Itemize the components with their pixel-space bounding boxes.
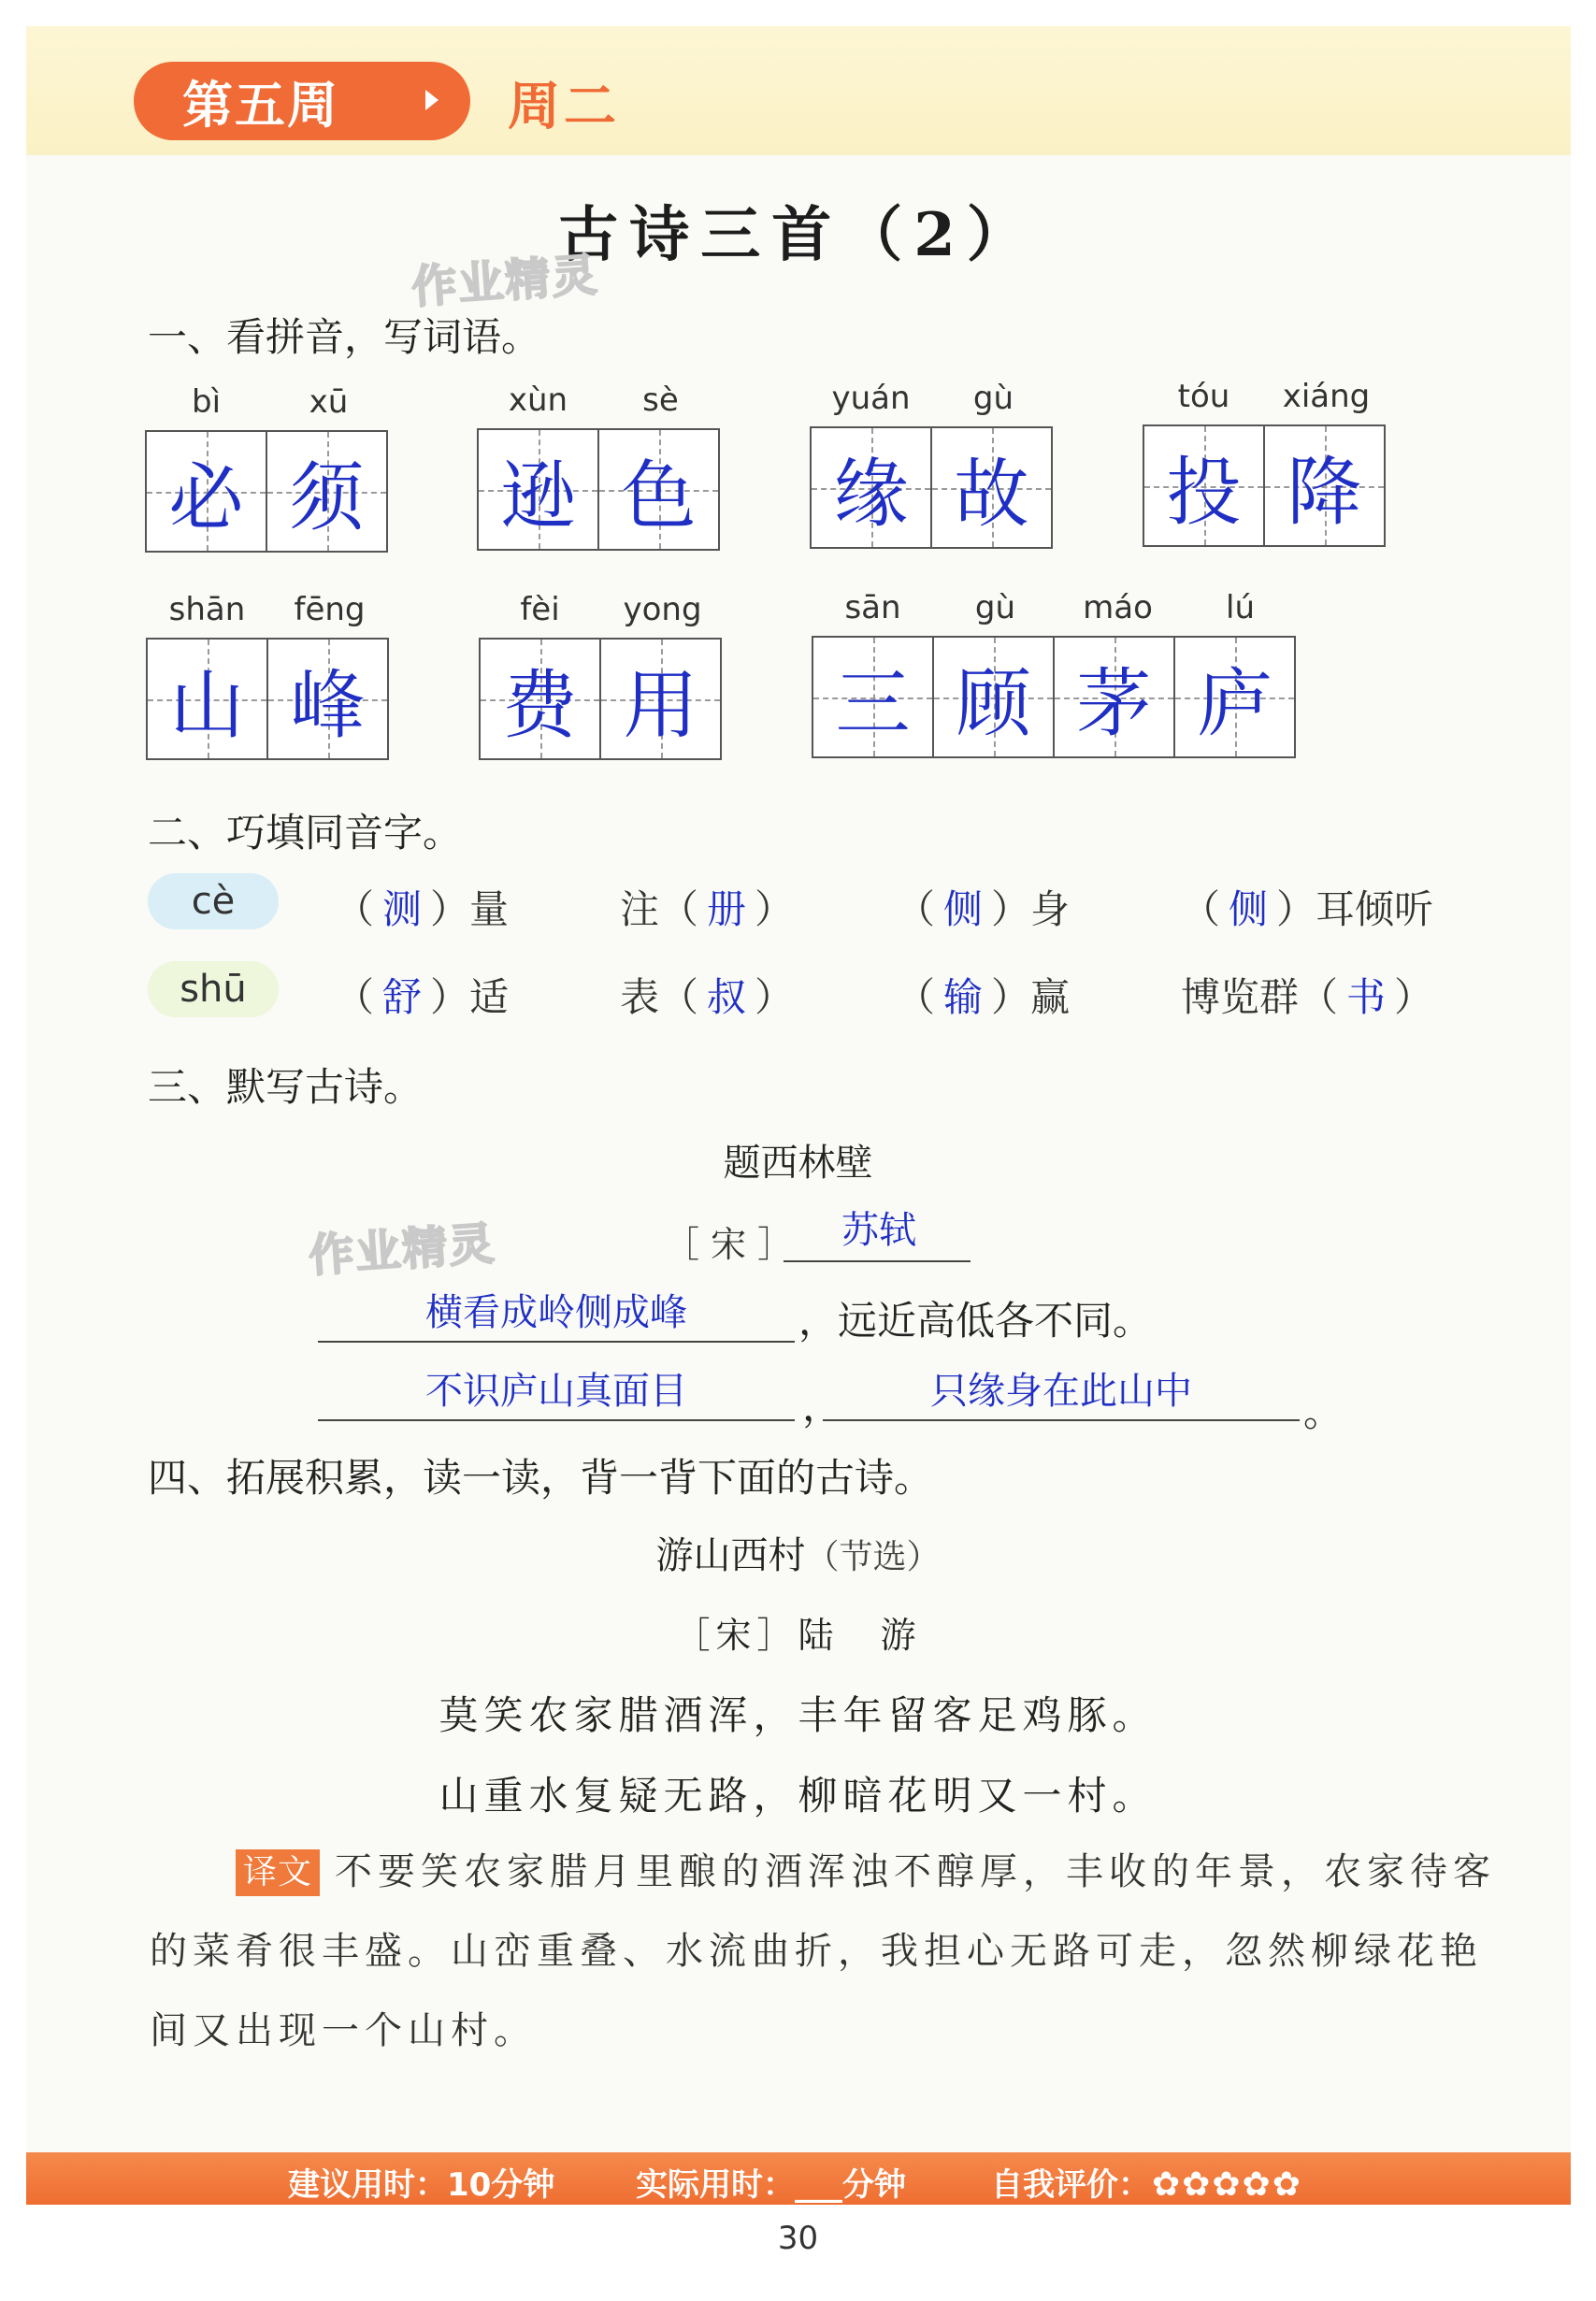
homophone-item bbox=[1181, 967, 1433, 1023]
pinyin-row bbox=[477, 381, 722, 419]
item-prefix: （ bbox=[896, 974, 936, 1020]
line2-comma: ， bbox=[802, 1384, 842, 1430]
tianzige-cell[interactable] bbox=[266, 430, 388, 553]
section-1-heading: 一、看拼音，写词语。 bbox=[148, 314, 541, 360]
tianzige-cell[interactable] bbox=[932, 636, 1055, 758]
written-character: 山 bbox=[169, 662, 245, 749]
pinyin-syllable: yuán bbox=[831, 380, 911, 417]
tianzige-cell[interactable] bbox=[477, 428, 599, 551]
pinyin-syllable: máo bbox=[1083, 589, 1153, 626]
homophone-item bbox=[620, 967, 794, 1023]
flower-star-icon[interactable]: ✿ bbox=[1242, 2165, 1271, 2204]
poem2-title-line bbox=[0, 1526, 1596, 1579]
self-eval-label: 自我评价： bbox=[991, 2166, 1150, 2204]
suggested-time: 建议用时：10分钟 bbox=[288, 2166, 555, 2204]
answer-blank[interactable]: 册 bbox=[707, 886, 747, 932]
line2-period: 。 bbox=[1303, 1389, 1344, 1435]
pinyin-syllable: xiáng bbox=[1282, 378, 1371, 415]
tianzige-cell[interactable] bbox=[145, 430, 267, 553]
watermark-logo: 作业精灵 bbox=[410, 249, 601, 314]
word-group bbox=[479, 591, 724, 760]
homophone-item bbox=[896, 967, 1070, 1023]
pinyin-syllable: sān bbox=[844, 589, 901, 626]
homophone-item bbox=[1181, 879, 1433, 935]
character-grid bbox=[477, 428, 722, 551]
item-suffix: ） bbox=[755, 974, 795, 1020]
written-character: 须 bbox=[289, 454, 365, 541]
week-label: 第五周 bbox=[182, 75, 339, 135]
tianzige-cell[interactable] bbox=[1173, 636, 1296, 758]
pinyin-row bbox=[810, 380, 1055, 417]
written-character: 茅 bbox=[1076, 660, 1152, 747]
answer-blank[interactable]: 叔 bbox=[707, 974, 747, 1020]
tianzige-cell[interactable] bbox=[479, 638, 601, 760]
pinyin-row bbox=[146, 591, 391, 628]
line2-answer-b: 只缘身在此山中 bbox=[930, 1370, 1192, 1413]
pinyin-syllable: bì bbox=[191, 383, 222, 421]
poem2-line-1: 莫笑农家腊酒浑，丰年留客足鸡豚。 bbox=[439, 1692, 1157, 1738]
tianzige-cell[interactable] bbox=[930, 426, 1053, 549]
line2-answer-a: 不识庐山真面目 bbox=[425, 1370, 687, 1413]
item-suffix: ） bbox=[755, 886, 795, 932]
item-suffix: ）赢 bbox=[991, 974, 1071, 1020]
line2-underline-a bbox=[318, 1419, 795, 1421]
written-character: 费 bbox=[502, 662, 578, 749]
written-character: 必 bbox=[168, 454, 244, 541]
word-group bbox=[810, 380, 1055, 549]
answer-blank[interactable]: 测 bbox=[382, 886, 423, 932]
day-label: 周二 bbox=[508, 77, 620, 137]
watermark-logo: 作业精灵 bbox=[307, 1217, 498, 1283]
pinyin-syllable: xū bbox=[309, 383, 349, 421]
author-answer: 苏轼 bbox=[841, 1209, 916, 1252]
poem2-note: （节选） bbox=[805, 1538, 941, 1576]
item-prefix: 表（ bbox=[620, 974, 699, 1020]
character-grid bbox=[479, 638, 724, 760]
item-suffix: ）身 bbox=[991, 886, 1071, 932]
word-group bbox=[146, 591, 391, 760]
written-character: 峰 bbox=[290, 662, 366, 749]
poem2-line-2: 山重水复疑无路，柳暗花明又一村。 bbox=[439, 1773, 1157, 1819]
item-suffix: ）适 bbox=[430, 974, 510, 1020]
pinyin-row bbox=[1143, 378, 1388, 415]
author-underline bbox=[784, 1260, 971, 1262]
homophone-row bbox=[148, 873, 1475, 939]
word-group bbox=[145, 383, 390, 553]
word-group bbox=[812, 589, 1301, 758]
flower-star-icon[interactable]: ✿ bbox=[1212, 2165, 1241, 2204]
tianzige-cell[interactable] bbox=[1053, 636, 1175, 758]
homophone-item bbox=[620, 879, 794, 935]
section-4-heading: 四、拓展积累，读一读，背一背下面的古诗。 bbox=[148, 1455, 934, 1501]
written-character: 用 bbox=[623, 662, 698, 749]
homophone-row bbox=[148, 961, 1475, 1027]
tianzige-cell[interactable] bbox=[599, 638, 722, 760]
character-grid bbox=[145, 430, 390, 553]
answer-blank[interactable]: 侧 bbox=[1229, 886, 1269, 932]
tianzige-cell[interactable] bbox=[1143, 424, 1265, 547]
poem2-author: ［宋］陆 游 bbox=[674, 1615, 922, 1656]
arrow-icon bbox=[425, 90, 439, 110]
dynasty-label: ［ 宋 ］ bbox=[664, 1224, 794, 1265]
answer-blank[interactable]: 输 bbox=[943, 974, 984, 1020]
tianzige-cell[interactable] bbox=[812, 636, 934, 758]
tianzige-cell[interactable] bbox=[266, 638, 389, 760]
poem2-title: 游山西村 bbox=[655, 1534, 806, 1577]
item-prefix: （ bbox=[896, 886, 936, 932]
written-character: 色 bbox=[621, 453, 697, 539]
item-suffix: ） bbox=[1394, 974, 1434, 1020]
homophone-item bbox=[335, 879, 509, 935]
answer-blank[interactable]: 书 bbox=[1346, 974, 1387, 1020]
pinyin-syllable: shān bbox=[168, 591, 246, 628]
written-character: 投 bbox=[1166, 449, 1242, 536]
pinyin-syllable: fèi bbox=[520, 591, 560, 628]
homophone-item bbox=[335, 967, 509, 1023]
tianzige-cell[interactable] bbox=[1263, 424, 1386, 547]
written-character: 故 bbox=[954, 451, 1029, 538]
word-group bbox=[477, 381, 722, 551]
page-number: 30 bbox=[777, 2220, 819, 2257]
pinyin-row bbox=[479, 591, 724, 628]
pinyin-syllable: lú bbox=[1226, 589, 1255, 626]
item-suffix: ）耳倾听 bbox=[1276, 886, 1434, 932]
written-character: 逊 bbox=[500, 453, 576, 539]
pinyin-syllable: xùn bbox=[508, 381, 568, 419]
item-prefix: （ bbox=[1181, 886, 1221, 932]
rating-stars[interactable] bbox=[1150, 2166, 1301, 2204]
item-prefix: （ bbox=[335, 886, 375, 932]
flower-star-icon[interactable]: ✿ bbox=[1182, 2165, 1211, 2204]
week-pill bbox=[134, 62, 470, 140]
pinyin-syllable: yong bbox=[623, 591, 702, 628]
character-grid bbox=[146, 638, 391, 760]
written-character: 三 bbox=[835, 660, 911, 747]
tianzige-cell[interactable] bbox=[597, 428, 720, 551]
written-character: 顾 bbox=[956, 660, 1031, 747]
line1-answer: 横看成岭侧成峰 bbox=[425, 1291, 687, 1334]
character-grid bbox=[812, 636, 1301, 758]
tianzige-cell[interactable] bbox=[810, 426, 932, 549]
pinyin-syllable: gù bbox=[972, 380, 1014, 417]
section-3-heading: 三、默写古诗。 bbox=[148, 1064, 424, 1110]
answer-blank[interactable]: 侧 bbox=[943, 886, 984, 932]
pinyin-tag: cè bbox=[148, 873, 279, 929]
translation-tag: 译文 bbox=[236, 1849, 320, 1896]
line2-underline-b bbox=[823, 1419, 1300, 1421]
word-group bbox=[1143, 378, 1388, 547]
tianzige-cell[interactable] bbox=[146, 638, 268, 760]
written-character: 降 bbox=[1287, 449, 1362, 536]
flower-star-icon[interactable]: ✿ bbox=[1152, 2165, 1181, 2204]
item-prefix: 注（ bbox=[620, 886, 699, 932]
answer-blank[interactable]: 舒 bbox=[382, 974, 423, 1020]
self-eval bbox=[991, 2159, 1301, 2205]
item-prefix: （ bbox=[335, 974, 375, 1020]
character-grid bbox=[810, 426, 1055, 549]
translation-text: 不要笑农家腊月里酿的酒浑浊不醇厚，丰收的年景，农家待客的菜肴很丰盛。山峦重叠、水流曲折，我担心无路可走，忽然柳绿花艳间又出现一个山村。 bbox=[150, 1850, 1496, 2052]
pinyin-syllable: sè bbox=[642, 381, 679, 419]
line1-rest: ，远近高低各不同。 bbox=[798, 1298, 1153, 1344]
pinyin-row bbox=[812, 589, 1301, 626]
page-title: 古诗三首（2） bbox=[558, 200, 1038, 270]
written-character: 缘 bbox=[833, 451, 909, 538]
actual-time: 实际用时：___分钟 bbox=[636, 2166, 906, 2204]
pinyin-syllable: tóu bbox=[1177, 378, 1230, 415]
written-character: 庐 bbox=[1197, 660, 1272, 747]
line1-underline bbox=[318, 1341, 795, 1343]
footer-band bbox=[26, 2152, 1571, 2205]
homophone-item bbox=[896, 879, 1070, 935]
character-grid bbox=[1143, 424, 1388, 547]
pinyin-row bbox=[145, 383, 390, 421]
pinyin-syllable: fēng bbox=[294, 591, 366, 628]
section-2-heading: 二、巧填同音字。 bbox=[148, 810, 463, 856]
item-prefix: 博览群（ bbox=[1181, 974, 1339, 1020]
pinyin-tag: shū bbox=[148, 961, 279, 1017]
pinyin-syllable: gù bbox=[974, 589, 1016, 626]
poem-title: 题西林壁 bbox=[723, 1142, 873, 1185]
item-suffix: ）量 bbox=[430, 886, 510, 932]
flower-star-icon[interactable]: ✿ bbox=[1272, 2165, 1301, 2204]
